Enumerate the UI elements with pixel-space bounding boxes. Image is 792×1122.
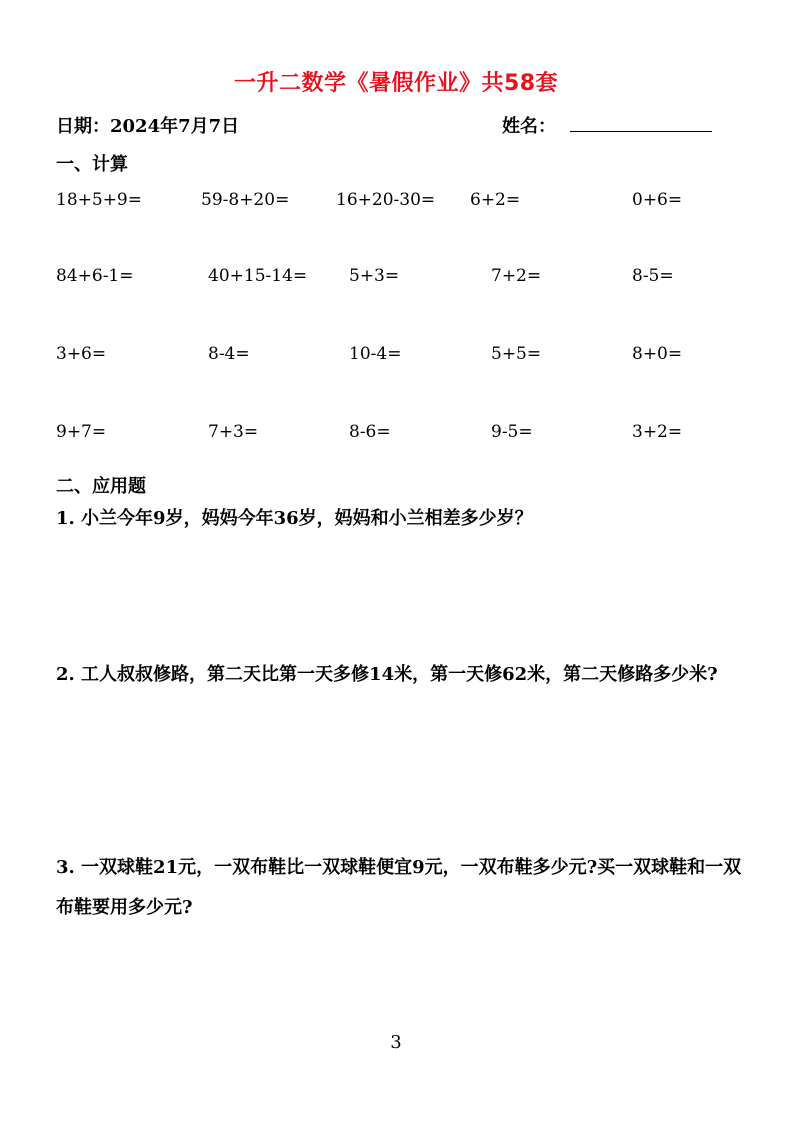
page-title: 一升二数学《暑假作业》共58套 xyxy=(233,71,559,96)
word-problem-3: 3. 一双球鞋21元，一双布鞋比一双球鞋便宜9元，一双布鞋多少元?买一双球鞋和一双布鞋要用多少元? xyxy=(56,857,742,918)
calc-item: 8-4= xyxy=(208,344,250,364)
word-problem-2: 2. 工人叔叔修路，第二天比第一天多修14米，第一天修62米，第二天修路多少米? xyxy=(56,664,718,685)
calc-item: 9+7= xyxy=(56,422,107,442)
calc-item: 7+2= xyxy=(491,266,542,286)
calc-item: 40+15-14= xyxy=(208,266,308,286)
calc-item: 5+3= xyxy=(349,266,400,286)
date-label: 日期：2024年7月7日 xyxy=(56,116,240,137)
calc-item: 59-8+20= xyxy=(201,190,290,210)
calc-item: 8-6= xyxy=(349,422,391,442)
calc-item: 16+20-30= xyxy=(336,190,436,210)
calc-item: 3+6= xyxy=(56,344,107,364)
section-word-problems-heading: 二、应用题 xyxy=(56,476,146,497)
calc-item: 0+6= xyxy=(632,190,683,210)
calc-item: 9-5= xyxy=(491,422,533,442)
calc-item: 84+6-1= xyxy=(56,266,134,286)
calc-item: 8-5= xyxy=(632,266,674,286)
section-calc-heading: 一、计算 xyxy=(56,154,128,175)
calc-item: 10-4= xyxy=(349,344,402,364)
calc-item: 18+5+9= xyxy=(56,190,142,210)
calc-item: 3+2= xyxy=(632,422,683,442)
calc-item: 7+3= xyxy=(208,422,259,442)
word-problem-1: 1. 小兰今年9岁，妈妈今年36岁，妈妈和小兰相差多少岁？ xyxy=(56,508,533,529)
page-number: 3 xyxy=(390,1032,402,1053)
calc-item: 8+0= xyxy=(632,344,683,364)
calc-item: 6+2= xyxy=(470,190,521,210)
name-blank-line[interactable] xyxy=(570,131,712,132)
calc-item: 5+5= xyxy=(491,344,542,364)
name-label: 姓名： xyxy=(502,116,556,137)
